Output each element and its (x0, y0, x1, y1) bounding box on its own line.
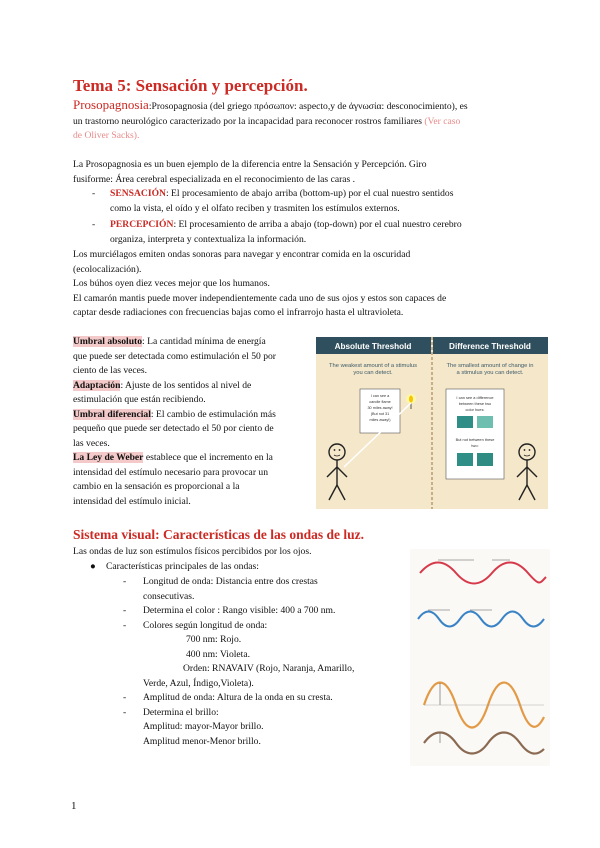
red-wave (420, 563, 546, 584)
list-item: 700 nm: Rojo. (186, 634, 242, 645)
fact-line: El camarón mantis puede mover independientemente cada uno de sus ojos y estos son capaces de (73, 292, 447, 304)
adaptacion-text: : Ajuste de los sentidos al nivel de (120, 379, 252, 391)
oliver-sacks-ref-cont: de Oliver Sacks). (73, 130, 140, 141)
abs-bubble-text: candle flame (369, 400, 391, 404)
prosopagnosia-line1: :Prosopagnosia (del griego πρόσωπον: aspecto,y de ἀγνωσία: desconocimiento), es (148, 101, 468, 112)
umbral-diferencial-text: : El cambio de estimulación más (150, 408, 276, 420)
umbral-absoluto-text: : La cantidad mínima de energía (142, 336, 266, 347)
threshold-illustration (316, 337, 548, 509)
list-item: Orden: RNAVAIV (Rojo, Naranja, Amarillo, (183, 663, 355, 674)
ley-weber-text: cambio en la sensación es proporcional a la (73, 481, 240, 492)
umbral-diferencial-text: pequeño que puede ser detectado el 50 por ciento de (73, 423, 274, 434)
ley-weber-label: La Ley de Weber (73, 452, 144, 463)
ley-weber-text: intensidad del estímulo necesario para provocar un (73, 466, 269, 478)
fact-line: Los murciélagos emiten ondas sonoras para navegar y encontrar comida en la oscuridad (73, 249, 411, 260)
prosopagnosia-term: Prosopagnosia (73, 97, 149, 112)
fact-line: Los búhos oyen diez veces mejor que los humanos. (73, 278, 270, 289)
diff-caption: The smallest amount of change in (446, 363, 534, 369)
list-item: Colores según longitud de onda: (143, 619, 268, 631)
page-number: 1 (71, 800, 77, 812)
sensacion-text: : El procesamiento de abajo arriba (bottom-up) por el cual nuestro sentidos (165, 188, 454, 199)
sensacion-item: - SENSACIÓN: El procesamiento de abajo arriba (bottom-up) por el cual nuestro sentidos como la vista, el oído y el olfato reciben y trasmiten los estímulos externos. (92, 187, 552, 216)
diff-bubble-text: I can see a difference (456, 395, 494, 400)
intro-line2: fusiforme: Área cerebral especializada en el reconocimiento de las caras . (73, 173, 356, 185)
oliver-sacks-ref: (Ver caso (424, 115, 461, 127)
blue-wave (418, 612, 544, 627)
diff-bubble-text: But not between these (455, 437, 495, 442)
list-item: Amplitud de onda: Altura de la onda en su cresta. (143, 692, 333, 703)
umbral-diferencial-text: las veces. (73, 437, 110, 449)
adaptacion-text: estimulación que están recibiendo. (73, 394, 206, 405)
bullet-icon: ● (90, 561, 96, 572)
umbral-absoluto-label: Umbral absoluto (73, 336, 143, 347)
sensacion-label: SENSACIÓN (110, 188, 166, 199)
visual-intro: Las ondas de luz son estímulos físicos percibidos por los ojos. (73, 546, 312, 557)
abs-bubble-text: (But not 31 (370, 412, 390, 416)
diff-threshold-title: Difference Threshold (449, 342, 531, 351)
prosopagnosia-line2: un trastorno neurológico caracterizado por la incapacidad para reconocer rostros familiares (73, 115, 425, 127)
visual-bullet-text: Características principales de las ondas: (106, 561, 259, 572)
percepcion-label: PERCEPCIÓN (110, 219, 174, 230)
fact-line: (ecolocalización). (73, 263, 142, 275)
percepcion-text-2: organiza, interpreta y contextualiza la información. (110, 233, 307, 245)
list-item: Amplitud menor-Menor brillo. (143, 735, 261, 747)
percepcion-text: : El procesamiento de arriba a abajo (top-down) por el cual nuestro cerebro (173, 219, 462, 230)
intro-line1: La Prosopagnosia es un buen ejemplo de la diferencia entre la Sensación y Percepción. Giro (73, 159, 427, 170)
abs-bubble-text: 30 miles away! (367, 406, 393, 410)
ley-weber-text: intensidad del estímulo inicial. (73, 495, 191, 507)
diff-bubble-text: between these two (458, 401, 492, 406)
fact-line: captar desde radiaciones con frecuencias bajas como el infrarrojo hasta el ultravioleta. (73, 307, 404, 318)
percepcion-item: - PERCEPCIÓN: El procesamiento de arriba a abajo (top-down) por el cual nuestro cerebro organiza, interpreta y contextualiza la información. (92, 218, 552, 247)
abs-threshold-title: Absolute Threshold (334, 342, 412, 351)
prosopagnosia-paragraph (73, 98, 543, 144)
abs-caption: you can detect. (353, 370, 393, 376)
list-item: Amplitud: mayor-Mayor brillo. (143, 721, 264, 732)
ley-weber-text: establece que el incremento en la (143, 452, 273, 463)
section-heading-visual: Sistema visual: Características de las ondas de luz. (73, 527, 364, 542)
umbral-absoluto-text: ciento de las veces. (73, 365, 148, 376)
visual-list (90, 560, 410, 575)
adaptacion-label: Adaptación (73, 379, 121, 391)
list-item: Determina el brillo: (143, 706, 219, 718)
threshold-definitions (73, 335, 313, 509)
brown-wave (424, 733, 544, 754)
list-item: Longitud de onda: Distancia entre dos crestas (143, 576, 318, 587)
sensacion-text-2: como la vista, el oído y el olfato reciben y trasmiten los estímulos externos. (110, 202, 400, 214)
abs-caption: The weakest amount of a stimulus (329, 363, 417, 369)
abs-bubble-text: I can see a (370, 394, 390, 398)
umbral-absoluto-text: que puede ser detectada como estimulación el 50 por (73, 350, 276, 362)
list-item: 400 nm: Violeta. (186, 648, 250, 660)
diff-caption: a stimulus you can detect. (456, 370, 524, 376)
waves-illustration (410, 549, 550, 766)
facts-paragraph (73, 248, 548, 321)
umbral-diferencial-label: Umbral diferencial (73, 408, 151, 420)
intro-paragraph (73, 158, 543, 187)
list-item: consecutivas. (143, 590, 195, 602)
page-title: Tema 5: Sensación y percepción. (73, 76, 308, 95)
visual-sublist: - Longitud de onda: Distancia entre dos crestas consecutivas. - Determina el color : Rango visible: 400 a 700 nm. - Colores según longitud de onda: 700 nm: Rojo. 400 nm: Violeta. Orden: RNAVAIV (Rojo, Naranja, Amarillo, Verde, Azul, Índigo,Violeta). - Amplitud de onda: Altura de la onda en su cresta. - Determina el brillo: Amplitud: mayor-Mayor brillo. Amplitud menor-Menor brillo. (123, 575, 403, 749)
abs-bubble-text: miles away!) (369, 418, 391, 422)
list-item: Verde, Azul, Índigo,Violeta). (143, 677, 254, 689)
list-item: Determina el color : Rango visible: 400 a 700 nm. (143, 605, 336, 616)
diff-bubble-text: two: (471, 443, 479, 448)
diff-bubble-text: color hues: (465, 407, 485, 412)
